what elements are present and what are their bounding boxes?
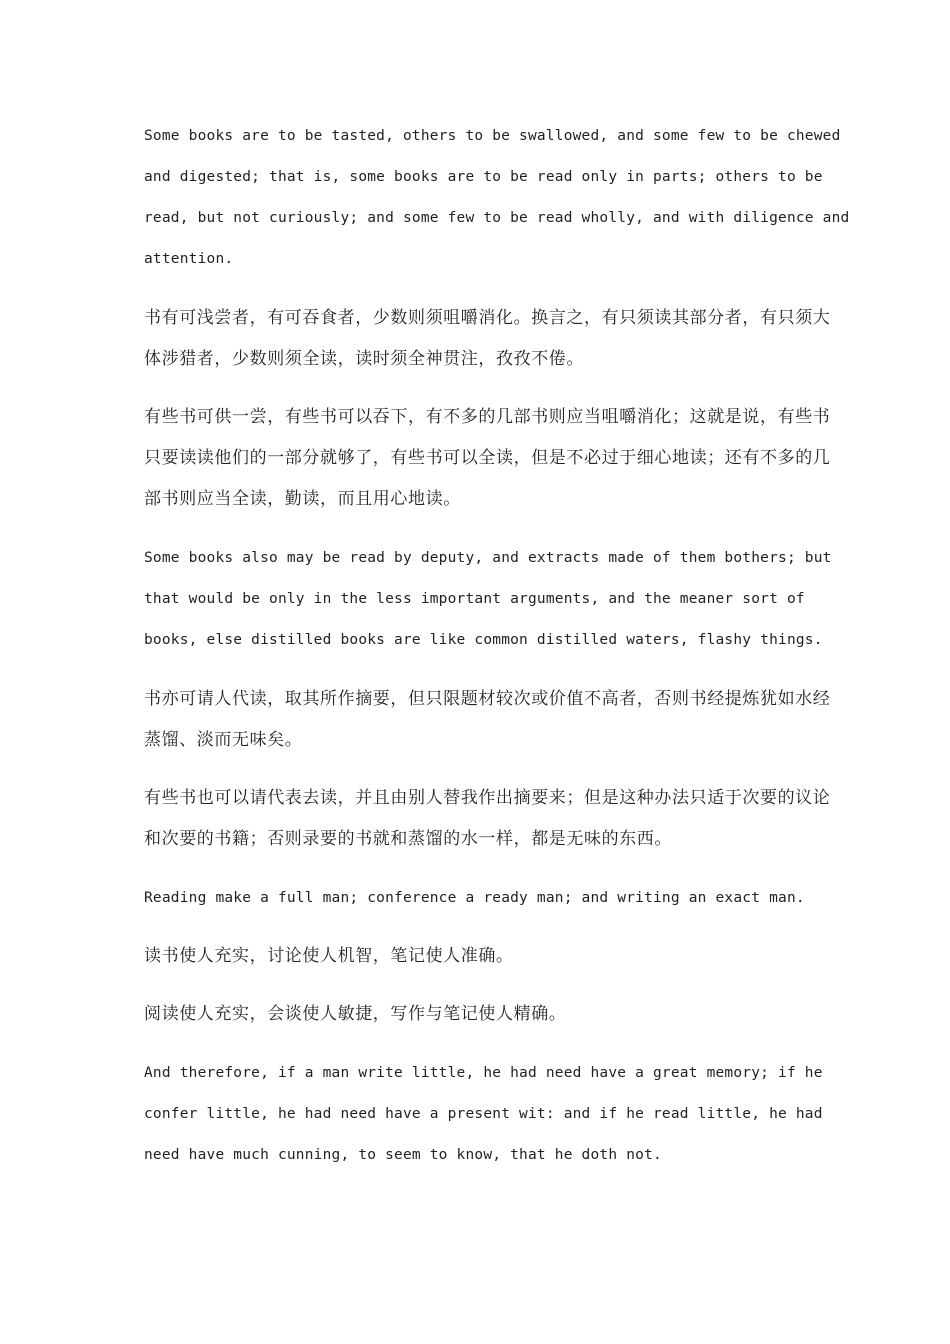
text-line: 有些书可供一尝，有些书可以吞下，有不多的几部书则应当咀嚼消化；这就是说，有些书 — [144, 407, 831, 427]
text-line: 部书则应当全读，勤读，而且用心地读。 — [144, 489, 461, 509]
paragraph-deputy-en — [144, 538, 832, 661]
text-line: need have much cunning, to seem to know, that he doth not. — [144, 1147, 662, 1163]
text-line: and digested; that is, some books are to be read only in parts; others to be — [144, 169, 823, 185]
text-line: 只要读读他们的一部分就够了，有些书可以全读，但是不必过于细心地读；还有不多的几 — [144, 448, 831, 468]
paragraph-reading-zh-1 — [144, 936, 824, 977]
paragraph-reading-zh-2 — [144, 994, 824, 1035]
text-line: confer little, he had need have a present wit: and if he read little, he had — [144, 1106, 823, 1122]
text-line: read, but not curiously; and some few to be read wholly, and with diligence and — [144, 210, 850, 226]
text-line: Some books are to be tasted, others to be swallowed, and some few to be chewed — [144, 128, 841, 144]
text-line: that would be only in the less important arguments, and the meaner sort of — [144, 591, 805, 607]
text-line: 和次要的书籍；否则录要的书就和蒸馏的水一样，都是无味的东西。 — [144, 829, 672, 849]
text-line: 书亦可请人代读，取其所作摘要，但只限题材较次或价值不高者，否则书经提炼犹如水经 — [144, 689, 831, 709]
text-line: 体涉猎者，少数则须全读，读时须全神贯注，孜孜不倦。 — [144, 349, 584, 369]
paragraph-deputy-zh-2 — [144, 778, 831, 860]
text-line: attention. — [144, 251, 234, 267]
paragraph-deputy-zh-1 — [144, 679, 831, 761]
text-line: And therefore, if a man write little, he had need have a great memory; if he — [144, 1065, 823, 1081]
paragraph-books-tasted-en — [144, 116, 850, 280]
paragraph-books-tasted-zh-1 — [144, 298, 831, 380]
text-line: Reading make a full man; conference a ready man; and writing an exact man. — [144, 890, 805, 906]
text-line: 蒸馏、淡而无味矣。 — [144, 730, 303, 750]
text-line: 读书使人充实，讨论使人机智，笔记使人准确。 — [144, 946, 514, 966]
text-line: Some books also may be read by deputy, and extracts made of them bothers; but — [144, 550, 832, 566]
paragraph-books-tasted-zh-2 — [144, 397, 831, 520]
text-line: books, else distilled books are like common distilled waters, flashy things. — [144, 632, 823, 648]
text-line: 书有可浅尝者，有可吞食者，少数则须咀嚼消化。换言之，有只须读其部分者，有只须大 — [144, 308, 831, 328]
text-line: 有些书也可以请代表去读，并且由别人替我作出摘要来；但是这种办法只适于次要的议论 — [144, 788, 831, 808]
paragraph-therefore-en — [144, 1053, 824, 1176]
paragraph-reading-en — [144, 878, 824, 919]
text-line: 阅读使人充实，会谈使人敏捷，写作与笔记使人精确。 — [144, 1004, 567, 1024]
